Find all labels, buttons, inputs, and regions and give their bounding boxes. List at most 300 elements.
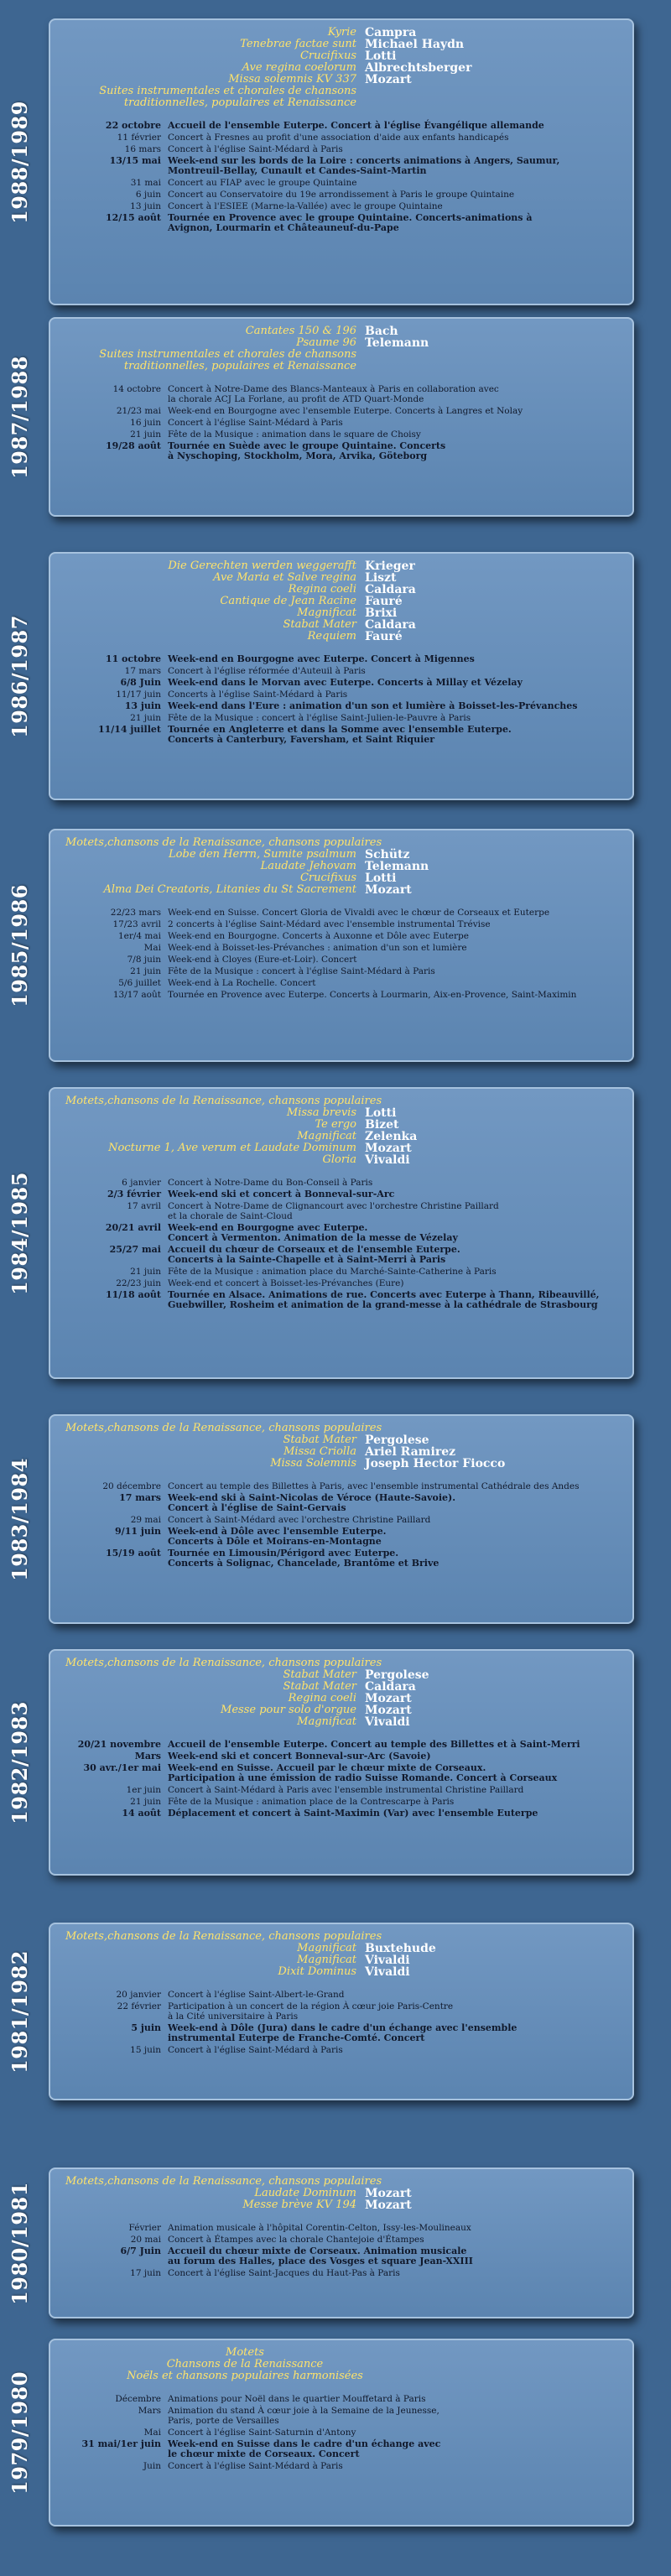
work-title: Laudate Dominum [254, 2187, 356, 2199]
work-title: Magnificat [297, 1942, 356, 1954]
events-list [59, 1481, 624, 1569]
work-title: Missa Criolla [283, 1445, 356, 1458]
composer-name: Mozart [365, 73, 412, 86]
composer-name: Vivaldi [365, 1715, 410, 1729]
event-date: Février [128, 2223, 161, 2233]
event-description: Week-end ski et concert à Bonneval-sur-Arc [168, 1189, 395, 1200]
composer-name: Pergolese [365, 1668, 429, 1682]
events-list [59, 384, 624, 461]
event-date: 1er juin [126, 1785, 161, 1795]
composer-name: Vivaldi [365, 1965, 410, 1979]
composer-name: Vivaldi [365, 1954, 410, 1967]
event-row [59, 121, 624, 131]
work-title: Stabat Mater [283, 1434, 356, 1446]
event-description: Week-end en Bourgogne avec l'ensemble Euterpe. Concerts à Langres et Nolay [168, 406, 523, 416]
event-date: 5 juin [131, 2022, 161, 2033]
event-description: Concert à Fresnes au profit d'une association d'aide aux enfants handicapés [168, 133, 509, 143]
repertoire-list [59, 560, 624, 643]
season-year-label [0, 2339, 39, 2527]
composer-name: Caldara [365, 1680, 416, 1694]
composer-name: Lotti [365, 49, 397, 63]
event-row [59, 2406, 624, 2426]
event-description: Fête de la Musique : animation dans le square de Choisy [168, 429, 421, 440]
composer-name [365, 86, 624, 109]
event-description: Week-end dans le Morvan avec Euterpe. Concerts à Millay et Vézelay [168, 677, 523, 688]
event-row [59, 1493, 624, 1513]
event-description: Concert à Étampes avec la chorale Chantejoie d'Étampes [168, 2235, 424, 2245]
composer-name: Michael Haydn [365, 38, 465, 51]
event-description: Week-end à Dôle (Jura) dans le cadre d'un échange avec l'ensemble instrumental Euterpe de Franche-Comté. Concert [168, 2022, 518, 2043]
events-list [59, 2394, 624, 2471]
event-row [59, 690, 624, 700]
event-date: 14 octobre [112, 384, 161, 394]
season-year-label [0, 1414, 39, 1624]
composer-name: Ariel Ramirez [365, 1445, 456, 1459]
event-description: Fête de la Musique : concert à l'église Saint-Julien-le-Pauvre à Paris [168, 713, 471, 723]
event-row [59, 2268, 624, 2278]
events-list [59, 654, 624, 745]
event-date: 17 mars [124, 666, 161, 676]
event-description: Déplacement et concert à Saint-Maximin (Var) avec l'ensemble Euterpe [168, 1808, 538, 1819]
repertoire-heading: Chansons de la Renaissance [166, 2358, 324, 2370]
event-row [59, 213, 624, 233]
event-description: Week-end en Bourgogne avec Euterpe. Concert à Migennes [168, 653, 475, 664]
season-panel [49, 2339, 634, 2527]
work-title: Stabat Mater [283, 618, 356, 631]
work-title: Suites instrumentales et chorales de chansons traditionnelles, populaires et Renaissance [99, 85, 356, 109]
event-row [59, 1740, 624, 1750]
event-description: Concert à l'église Saint-Médard à Paris [168, 2045, 343, 2055]
composer-name: Caldara [365, 583, 416, 596]
composer-name: Vivaldi [365, 1153, 410, 1167]
events-list [59, 2223, 624, 2278]
event-date: 6/8 Juin [120, 677, 161, 688]
event-date: 16 mars [124, 144, 161, 154]
work-title: Stabat Mater [283, 1668, 356, 1681]
work-title: Regina coeli [288, 583, 356, 596]
event-row [59, 678, 624, 688]
season-year: 1984/1985 [7, 1171, 32, 1295]
event-row [59, 725, 624, 745]
event-description: 2 concerts à l'église Saint-Médard avec l'ensemble instrumental Trévise [168, 919, 491, 929]
event-row [59, 406, 624, 416]
composer-name: Zelenka [365, 1130, 418, 1143]
work-title: Messe pour solo d'orgue [221, 1704, 356, 1716]
event-description: Week-end sur les bords de la Loire : concerts animations à Angers, Saumur, Montreuil-Bellay, Cunault et Candes-Saint-Martin [168, 155, 560, 176]
season-block [0, 1414, 671, 1624]
composer-name: Mozart [365, 1692, 412, 1705]
composer-name [365, 349, 624, 372]
work-title: Alma Dei Creatoris, Litanies du St Sacrement [103, 883, 356, 896]
event-date: Juin [143, 2461, 161, 2471]
event-date: Décembre [115, 2394, 161, 2404]
event-description: Concert à l'église Saint-Médard à Paris [168, 2461, 343, 2471]
season-block [0, 1087, 671, 1379]
event-description: Concert à l'église Saint-Saturnin d'Antony [168, 2428, 356, 2438]
event-date: 6/7 Juin [120, 2246, 161, 2256]
event-description: Accueil du chœur de Corseaux et de l'ensemble Euterpe. Concerts à la Sainte-Chapelle et à Saint-Merri à Paris [168, 1244, 460, 1265]
event-date: 17 juin [130, 2268, 161, 2278]
event-description: Week-end dans l'Eure : animation d'un son et lumière à Boisset-les-Prévanches [168, 700, 578, 711]
work-title: Crucifixus [299, 872, 356, 884]
event-description: Concert à Saint-Médard à Paris avec l'ensemble instrumental Christine Paillard [168, 1785, 524, 1795]
event-date: 13 juin [130, 201, 161, 211]
event-date: 17/23 avril [112, 919, 161, 929]
event-date: 21 juin [130, 713, 161, 723]
event-row [59, 2235, 624, 2245]
event-date: 11 octobre [105, 653, 161, 664]
event-description: Fête de la Musique : animation place du Marché-Sainte-Catherine à Paris [168, 1267, 497, 1277]
work-title: Magnificat [297, 1130, 356, 1142]
event-row [59, 1751, 624, 1762]
composer-name: Schütz [365, 848, 410, 861]
season-year-label [0, 18, 39, 305]
event-description: Fête de la Musique : concert à l'église Saint-Médard à Paris [168, 966, 435, 976]
work-title: Motets,chansons de la Renaissance, chansons populaires [65, 1422, 382, 1434]
composer-name: Mozart [365, 1142, 412, 1155]
event-date: 11/18 août [105, 1289, 161, 1300]
event-description: Animations pour Noël dans le quartier Mouffetard à Paris [168, 2394, 426, 2404]
event-description: Concert au temple des Billettes à Paris, avec l'ensemble instrumental Cathédrale des Andes [168, 1481, 580, 1491]
composer-name: Mozart [365, 1704, 412, 1717]
work-title: Dixit Dominus [278, 1965, 356, 1978]
event-date: 14 août [122, 1808, 161, 1819]
season-year: 1979/1980 [7, 2370, 32, 2495]
repertoire-list [59, 2176, 624, 2211]
event-date: 6 janvier [122, 1178, 161, 1188]
event-date: 2/3 février [107, 1189, 161, 1200]
season-block [0, 18, 671, 305]
event-date: 22 octobre [105, 120, 161, 131]
season-block [0, 1923, 671, 2100]
work-title: Cantates 150 & 196 [245, 325, 356, 337]
event-row [59, 2428, 624, 2438]
event-description: Concert à Notre-Dame des Blancs-Manteaux à Paris en collaboration avec la chorale ACJ La Forlane, au profit de ATD Quart-Monde [168, 384, 499, 404]
event-row [59, 1267, 624, 1277]
repertoire-list [59, 1423, 624, 1470]
event-row [59, 1548, 624, 1569]
composer-name: Brixi [365, 606, 398, 620]
event-row [59, 654, 624, 664]
season-block [0, 552, 671, 800]
event-date: 17 avril [127, 1201, 161, 1211]
event-date: 21 juin [130, 1797, 161, 1807]
work-title: Suites instrumentales et chorales de chansons traditionnelles, populaires et Renaissance [99, 348, 356, 372]
event-date: 12/15 août [105, 212, 161, 223]
work-title: Ave regina coelorum [242, 61, 356, 74]
season-panel [49, 1087, 634, 1379]
composer-name: Krieger [365, 559, 415, 573]
event-description: Week-end à Dôle avec l'ensemble Euterpe. Concerts à Dôle et Moirans-en-Montagne [168, 1526, 387, 1547]
season-panel [49, 317, 634, 517]
work-title: Cantique de Jean Racine [220, 595, 356, 607]
event-row [59, 2223, 624, 2233]
event-row [59, 966, 624, 976]
events-list [59, 1990, 624, 2055]
composer-name: Joseph Hector Fiocco [365, 1457, 506, 1470]
season-year-label [0, 552, 39, 800]
season-panel [49, 552, 634, 800]
season-year-label [0, 1649, 39, 1876]
event-description: Tournée en Provence avec le groupe Quintaine. Concerts-animations à Avignon, Lourmarin et Châteauneuf-du-Pape [168, 212, 533, 233]
event-date: 22/23 mars [110, 908, 161, 918]
event-description: Concert à l'église Saint-Jacques du Haut-Pas à Paris [168, 2268, 400, 2278]
event-date: 30 avr./1er mai [83, 1762, 161, 1773]
season-year: 1987/1988 [7, 355, 32, 479]
event-row [59, 144, 624, 154]
event-description: Week-end ski à Saint-Nicolas de Véroce (Haute-Savoie). Concert à l'église de Saint-Gervais [168, 1492, 456, 1513]
work-title: Missa Solemnis [270, 1457, 356, 1470]
event-row [59, 701, 624, 711]
work-title: Stabat Mater [283, 1680, 356, 1693]
event-row [59, 2045, 624, 2055]
season-block [0, 2339, 671, 2527]
composer-name: Pergolese [365, 1434, 429, 1447]
event-row [59, 919, 624, 929]
composer-name: Telemann [365, 860, 429, 873]
event-date: 15 juin [130, 2045, 161, 2055]
event-row [59, 2394, 624, 2404]
composer-name: Caldara [365, 618, 416, 632]
season-block [0, 317, 671, 517]
event-row [59, 713, 624, 723]
event-date: 22 février [117, 2001, 161, 2011]
season-year: 1986/1987 [7, 614, 32, 738]
season-year: 1981/1982 [7, 1949, 32, 2074]
work-title: Gloria [322, 1153, 356, 1166]
event-description: Concert à Saint-Médard avec l'orchestre Christine Paillard [168, 1515, 431, 1525]
event-row [59, 1245, 624, 1265]
event-row [59, 1797, 624, 1807]
event-description: Week-end et concert à Boisset-les-Prévanches (Eure) [168, 1278, 404, 1288]
season-year: 1988/1989 [7, 100, 32, 224]
event-date: 20/21 novembre [77, 1739, 161, 1750]
repertoire-list [59, 837, 624, 896]
event-row [59, 1201, 624, 1221]
event-row [59, 1763, 624, 1783]
event-row [59, 418, 624, 428]
event-date: 9/11 juin [115, 1526, 161, 1537]
event-description: Concert à l'église réformée d'Auteuil à Paris [168, 666, 366, 676]
composer-name: Albrechtsberger [365, 61, 472, 75]
event-date: 21/23 mai [116, 406, 161, 416]
event-description: Week-end en Suisse. Accueil par le chœur mixte de Corseaux. Participation à une émission de radio Suisse Romande. Concert à Corseaux [168, 1762, 558, 1783]
composer-name: Bach [365, 325, 398, 338]
event-row [59, 955, 624, 965]
event-row [59, 190, 624, 200]
event-date: 11/17 juin [116, 690, 161, 700]
repertoire-list [59, 1095, 624, 1166]
events-list [59, 1178, 624, 1310]
event-description: Tournée en Alsace. Animations de rue. Concerts avec Euterpe à Thann, Ribeauvillé, Guebwiller, Rosheim et animation de la grand-messe à la cathédrale de Strasbourg [168, 1289, 600, 1310]
event-description: Tournée en Angleterre et dans la Somme avec l'ensemble Euterpe. Concerts à Canterbury, Faversham, et Saint Riquier [168, 724, 512, 745]
event-row [59, 1223, 624, 1243]
season-panel [49, 18, 634, 305]
repertoire-heading: Noëls et chansons populaires harmonisées [127, 2370, 363, 2382]
event-description: Accueil du chœur mixte de Corseaux. Animation musicale au forum des Halles, place des Vosges et square Jean-XXIII [168, 2246, 473, 2266]
events-list [59, 908, 624, 1000]
composer-name: Mozart [365, 2187, 412, 2200]
composer-name: Bizet [365, 1118, 399, 1132]
season-year-label [0, 1087, 39, 1379]
event-date: 20 décembre [102, 1481, 161, 1491]
season-panel [49, 1923, 634, 2100]
work-title: Missa brevis [286, 1106, 356, 1119]
season-block [0, 829, 671, 1062]
work-title: Magnificat [297, 1715, 356, 1728]
season-year: 1982/1983 [7, 1700, 32, 1824]
event-row [59, 990, 624, 1000]
event-description: Concert à l'église Saint-Médard à Paris [168, 144, 343, 154]
event-row [59, 931, 624, 941]
event-row [59, 1808, 624, 1819]
repertoire-list [59, 1657, 624, 1728]
event-description: Accueil de l'ensemble Euterpe. Concert au temple des Billettes et à Saint-Merri [168, 1739, 580, 1750]
work-title: Motets,chansons de la Renaissance, chansons populaires [65, 2175, 382, 2188]
work-title: Motets,chansons de la Renaissance, chansons populaires [65, 1095, 382, 1107]
event-date: Mai [143, 2428, 161, 2438]
event-date: 20 mai [130, 2235, 161, 2245]
work-title: Psaume 96 [296, 336, 356, 349]
event-date: 31 mai [130, 178, 161, 188]
event-row [59, 978, 624, 988]
event-description: Concert à l'église Saint-Albert-le-Grand [168, 1990, 345, 2000]
event-date: 15/19 août [105, 1548, 161, 1559]
event-date: 21 juin [130, 429, 161, 440]
event-date: Mars [134, 1751, 161, 1762]
event-row [59, 429, 624, 440]
event-row [59, 156, 624, 176]
work-title: Motets,chansons de la Renaissance, chansons populaires [65, 836, 382, 849]
event-row [59, 1278, 624, 1288]
season-year-label [0, 2167, 39, 2318]
event-description: Animation musicale à l'hôpital Corentin-Celton, Issy-les-Moulineaux [168, 2223, 471, 2233]
event-row [59, 2439, 624, 2459]
event-description: Week-end à La Rochelle. Concert [168, 978, 316, 988]
event-description: Week-end en Suisse. Concert Gloria de Vivaldi avec le chœur de Corseaux et Euterpe [168, 908, 550, 918]
season-year-label [0, 317, 39, 517]
event-row [59, 1990, 624, 2000]
event-row [59, 2001, 624, 2022]
event-date: Mars [138, 2406, 161, 2416]
season-year: 1985/1986 [7, 883, 32, 1007]
event-description: Tournée en Provence avec Euterpe. Concerts à Lourmarin, Aix-en-Provence, Saint-Maximin [168, 990, 577, 1000]
season-year-label [0, 829, 39, 1062]
season-panel [49, 1414, 634, 1624]
event-description: Tournée en Limousin/Périgord avec Euterpe. Concerts à Solignac, Chancelade, Brantôme et Brive [168, 1548, 440, 1569]
events-list [59, 121, 624, 233]
event-row [59, 1290, 624, 1310]
composer-name: Fauré [365, 595, 403, 608]
event-date: 13/15 mai [109, 155, 161, 166]
event-description: Concert à l'église Saint-Médard à Paris [168, 418, 343, 428]
event-description: Tournée en Suède avec le groupe Quintaine. Concerts à Nyschoping, Stockholm, Mora, Arvika, Göteborg [168, 440, 446, 461]
event-description: Concerts à l'église Saint-Médard à Paris [168, 690, 348, 700]
composer-name: Liszt [365, 571, 397, 585]
event-date: 22/23 juin [116, 1278, 161, 1288]
composer-name: Buxtehude [365, 1942, 436, 1955]
event-row [59, 2023, 624, 2043]
work-title: Tenebrae factae sunt [240, 38, 356, 50]
work-title: Crucifixus [299, 49, 356, 62]
event-description: Concert au Conservatoire du 19e arrondissement à Paris le groupe Quintaine [168, 190, 515, 200]
event-row [59, 2461, 624, 2471]
composer-name: Lotti [365, 1106, 397, 1120]
event-date: 20 janvier [116, 1990, 161, 2000]
event-description: Concert à Notre-Dame du Bon-Conseil à Paris [168, 1178, 373, 1188]
composer-name: Campra [365, 26, 417, 39]
event-description: Accueil de l'ensemble Euterpe. Concert à l'église Évangélique allemande [168, 120, 544, 131]
event-description: Week-end ski et concert Bonneval-sur-Arc (Savoie) [168, 1751, 431, 1762]
event-date: 17 mars [119, 1492, 161, 1503]
work-title: Te ergo [315, 1118, 356, 1131]
work-title: Kyrie [327, 26, 356, 39]
work-title: Laudate Jehovam [260, 860, 356, 872]
event-date: 6 juin [135, 190, 161, 200]
season-year: 1983/1984 [7, 1457, 32, 1581]
composer-name: Lotti [365, 872, 397, 885]
composer-name: Mozart [365, 2199, 412, 2212]
event-row [59, 908, 624, 918]
work-title: Die Gerechten werden weggerafft [168, 559, 356, 572]
event-row [59, 1785, 624, 1795]
work-title: Motets,chansons de la Renaissance, chansons populaires [65, 1657, 382, 1669]
events-list [59, 1740, 624, 1819]
event-date: 13 juin [124, 700, 161, 711]
event-description: Concert au FIAP avec le groupe Quintaine [168, 178, 357, 188]
composer-name: Fauré [365, 630, 403, 643]
repertoire-heading: Motets [226, 2346, 264, 2359]
event-row [59, 666, 624, 676]
season-year: 1980/1981 [7, 2181, 32, 2305]
season-year-label [0, 1923, 39, 2100]
work-title: Magnificat [297, 1954, 356, 1966]
work-title: Motets,chansons de la Renaissance, chansons populaires [65, 1930, 382, 1943]
event-description: Animation du stand À cœur joie à la Semaine de la Jeunesse, Paris, porte de Versailles [168, 2406, 440, 2426]
event-date: 1er/4 mai [117, 931, 161, 941]
event-date: 31 mai/1er juin [81, 2438, 161, 2449]
event-description: Week-end en Bourgogne avec Euterpe. Concert à Vermenton. Animation de la messe de Vézelay [168, 1222, 458, 1243]
repertoire-list [59, 27, 624, 109]
season-panel [49, 2167, 634, 2318]
event-row [59, 441, 624, 461]
work-title: Regina coeli [288, 1692, 356, 1704]
work-title: Ave Maria et Salve regina [213, 571, 356, 584]
work-title: Lobe den Herrn, Sumite psalmum [169, 848, 356, 861]
event-description: Week-end en Suisse dans le cadre d'un échange avec le chœur mixte de Corseaux. Concert [168, 2438, 441, 2459]
event-description: Fête de la Musique : animation place de la Contrescarpe à Paris [168, 1797, 455, 1807]
season-panel [49, 829, 634, 1062]
event-row [59, 178, 624, 188]
event-date: 5/6 juillet [118, 978, 161, 988]
event-row [59, 201, 624, 211]
event-row [59, 1481, 624, 1491]
event-description: Week-end à Cloyes (Eure-et-Loir). Concert [168, 955, 357, 965]
event-row [59, 133, 624, 143]
composer-name: Telemann [365, 336, 429, 350]
event-row [59, 384, 624, 404]
season-block [0, 1649, 671, 1876]
work-title: Magnificat [297, 606, 356, 619]
event-row [59, 1178, 624, 1188]
work-title: Requiem [307, 630, 356, 643]
event-row [59, 1189, 624, 1200]
repertoire-list [59, 2347, 624, 2382]
repertoire-list [59, 325, 624, 372]
event-date: 25/27 mai [109, 1244, 161, 1255]
event-date: 16 juin [130, 418, 161, 428]
event-date: 11 février [117, 133, 161, 143]
